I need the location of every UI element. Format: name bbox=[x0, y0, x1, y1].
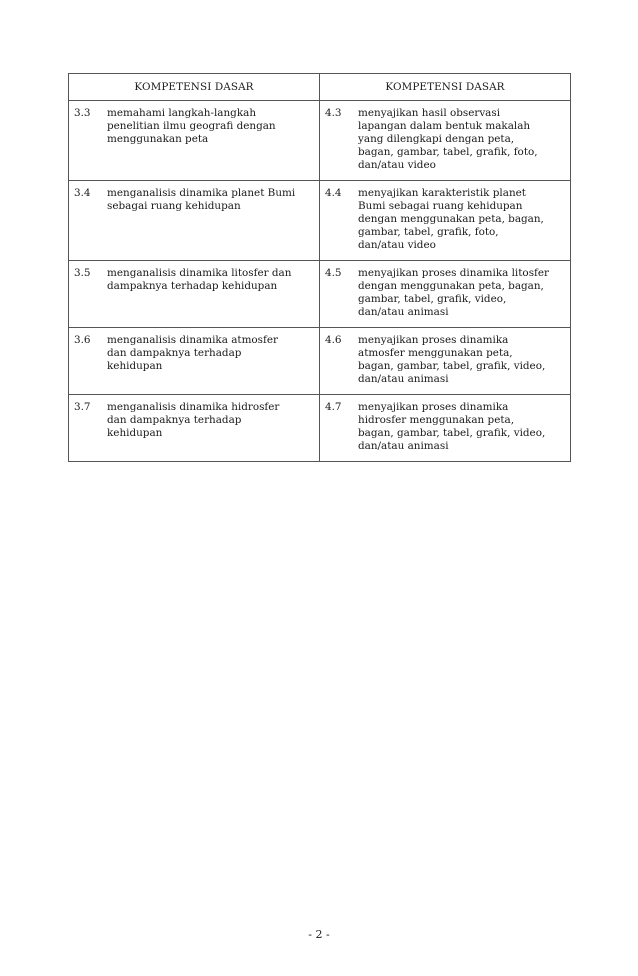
kd-line: bagan, gambar, tabel, grafik, foto, bbox=[358, 146, 538, 158]
kd-cell-left bbox=[69, 328, 320, 395]
kd-number: 3.3 bbox=[74, 107, 91, 119]
kd-line: dengan menggunakan peta, bagan, bbox=[358, 213, 544, 225]
kd-line: dan/atau animasi bbox=[358, 440, 449, 452]
kd-text bbox=[107, 187, 315, 213]
kd-line: bagan, gambar, tabel, grafik, video, bbox=[358, 427, 546, 439]
kd-text bbox=[358, 187, 566, 252]
kd-line: penelitian ilmu geografi dengan bbox=[107, 120, 276, 132]
kd-line: dan/atau animasi bbox=[358, 373, 449, 385]
kd-line: gambar, tabel, grafik, video, bbox=[358, 293, 507, 305]
kd-text bbox=[107, 107, 315, 146]
kd-line: dampaknya terhadap kehidupan bbox=[107, 280, 278, 292]
page-number: - 2 - bbox=[308, 928, 330, 941]
table-row bbox=[69, 328, 571, 395]
kd-text bbox=[358, 267, 566, 319]
kd-number: 3.6 bbox=[74, 334, 91, 346]
header-kd-left: KOMPETENSI DASAR bbox=[69, 74, 320, 101]
kd-text bbox=[107, 401, 315, 440]
kd-line: bagan, gambar, tabel, grafik, video, bbox=[358, 360, 546, 372]
kd-line: gambar, tabel, grafik, foto, bbox=[358, 226, 499, 238]
kd-number: 4.5 bbox=[325, 267, 342, 279]
kd-number: 4.3 bbox=[325, 107, 342, 119]
kd-number: 4.7 bbox=[325, 401, 342, 413]
kd-line: menyajikan proses dinamika litosfer bbox=[358, 267, 549, 279]
kd-line: yang dilengkapi dengan peta, bbox=[358, 133, 515, 145]
kd-line: dan dampaknya terhadap bbox=[107, 347, 242, 359]
kompetensi-dasar-table bbox=[68, 73, 571, 462]
kd-cell-right bbox=[320, 101, 571, 181]
kd-text bbox=[358, 107, 566, 172]
table-row bbox=[69, 181, 571, 261]
kd-line: menggunakan peta bbox=[107, 133, 209, 145]
kd-line: kehidupan bbox=[107, 360, 163, 372]
kd-line: lapangan dalam bentuk makalah bbox=[358, 120, 531, 132]
kd-line: memahami langkah-langkah bbox=[107, 107, 257, 119]
kd-line: menganalisis dinamika planet Bumi bbox=[107, 187, 296, 199]
kd-number: 4.4 bbox=[325, 187, 342, 199]
kd-cell-left bbox=[69, 395, 320, 462]
kd-line: menyajikan proses dinamika bbox=[358, 401, 509, 413]
kd-line: dan/atau animasi bbox=[358, 306, 449, 318]
kd-cell-right bbox=[320, 261, 571, 328]
kd-cell-left bbox=[69, 101, 320, 181]
kd-cell-right bbox=[320, 328, 571, 395]
kd-number: 3.5 bbox=[74, 267, 91, 279]
kd-line: Bumi sebagai ruang kehidupan bbox=[358, 200, 523, 212]
kd-text bbox=[358, 401, 566, 453]
kd-line: dengan menggunakan peta, bagan, bbox=[358, 280, 544, 292]
kd-line: menyajikan karakteristik planet bbox=[358, 187, 526, 199]
kd-line: menganalisis dinamika litosfer dan bbox=[107, 267, 292, 279]
kd-cell-left bbox=[69, 181, 320, 261]
kd-cell-right bbox=[320, 395, 571, 462]
kd-cell-right bbox=[320, 181, 571, 261]
kd-number: 3.7 bbox=[74, 401, 91, 413]
table-body bbox=[69, 101, 571, 462]
kd-text bbox=[107, 334, 315, 373]
kd-number: 3.4 bbox=[74, 187, 91, 199]
kd-text bbox=[107, 267, 315, 293]
kd-line: dan dampaknya terhadap bbox=[107, 414, 242, 426]
kd-line: menganalisis dinamika atmosfer bbox=[107, 334, 278, 346]
table-row bbox=[69, 261, 571, 328]
kd-line: menganalisis dinamika hidrosfer bbox=[107, 401, 280, 413]
kd-text bbox=[358, 334, 566, 386]
kd-line: kehidupan bbox=[107, 427, 163, 439]
table-row bbox=[69, 395, 571, 462]
kd-line: atmosfer menggunakan peta, bbox=[358, 347, 513, 359]
kd-line: menyajikan hasil observasi bbox=[358, 107, 501, 119]
kd-cell-left bbox=[69, 261, 320, 328]
kd-line: dan/atau video bbox=[358, 239, 436, 251]
kd-line: sebagai ruang kehidupan bbox=[107, 200, 241, 212]
kd-number: 4.6 bbox=[325, 334, 342, 346]
kd-line: menyajikan proses dinamika bbox=[358, 334, 509, 346]
header-kd-right: KOMPETENSI DASAR bbox=[320, 74, 571, 101]
kd-line: dan/atau video bbox=[358, 159, 436, 171]
table-row bbox=[69, 101, 571, 181]
table-header-row bbox=[69, 74, 571, 101]
kd-line: hidrosfer menggunakan peta, bbox=[358, 414, 515, 426]
